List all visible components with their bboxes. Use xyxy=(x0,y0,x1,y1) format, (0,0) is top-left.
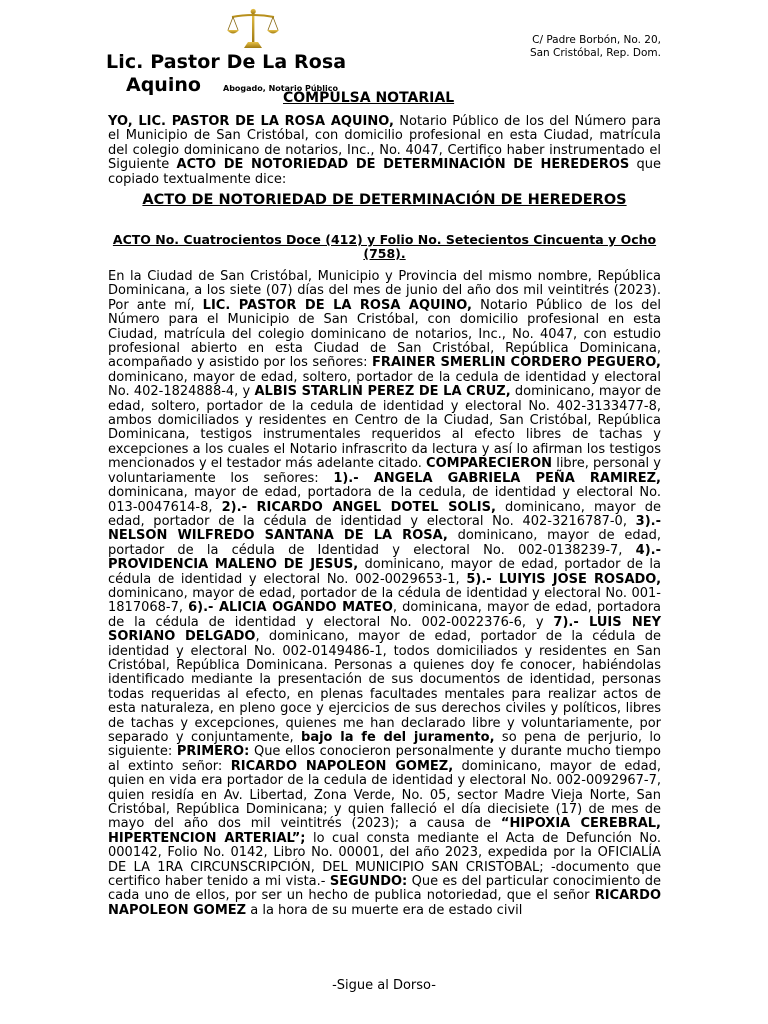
continued-footer: -Sigue al Dorso- xyxy=(332,978,436,993)
body-run-28: dominicano, mayor de edad, quien en vida era portador de la cedula de identidad y electoral No. 002-0092967-7, quien residía en Av. Libertad, Zona Verde, No. 05, sector Madre Vieja Norte, San Cristóbal, República Dominicana; y quien falleció el día diecisiete (17) de mes de mayo del año dos mil veintitrés (2023); a causa de xyxy=(108,758,661,832)
intro-run-3: que copiado textualmente dice: xyxy=(108,157,662,187)
body-run-23: bajo la fe del juramento, xyxy=(301,730,495,745)
body-run-6: dominicano, mayor de edad, soltero, portador de la cedula de identidad y electoral No. 402-3133477-8, ambos domiciliados y residentes en Centro de la Ciudad, San Cristóbal, República Dominicana, testigos instrumentales requeridos al efecto libres de tachas y excepciones a los cuales el Notario infrascrito da lectura y así lo afirman los testigos mencionados y el testador más adelante citado. xyxy=(108,384,662,472)
body-run-21: 7).- LUIS NEY SORIANO DELGADO xyxy=(108,614,662,645)
body-run-12: dominicano, mayor de edad, portador de la cédula de identidad y electoral No. 402-3216787-0, xyxy=(108,499,661,529)
body-run-29: “HIPOXIA CEREBRAL, HIPERTENCION ARTERIAL”; xyxy=(108,816,661,846)
acto-number: ACTO No. Cuatrocientos Doce (412) y Folio No. Setecientos Cincuenta y Ocho (758). xyxy=(112,232,657,261)
notary-name-line-1: Lic. Pastor De La Rosa xyxy=(106,51,347,73)
body-run-16: dominicano, mayor de edad, portador de la cédula de identidad y electoral No. 002-0029653-1, xyxy=(108,557,661,587)
body-run-20: , dominicana, mayor de edad, portadora de la cédula de identidad y electoral No. 002-0022376-6, y xyxy=(108,600,662,630)
body-run-13: 3).- NELSON WILFREDO SANTANA DE LA ROSA, xyxy=(108,513,661,544)
body-run-9: 1).- ANGELA GABRIELA PEÑA RAMIREZ, xyxy=(333,470,661,486)
body-run-0: En la Ciudad de San Cristóbal, Municipio y Provincia del mismo nombre, República Dominicana, a los siete (07) días del mes de junio del año dos mil veintitrés (2023). Por ante mí, xyxy=(108,269,661,313)
body-run-34: a la hora de su muerte era de estado civil xyxy=(246,902,523,918)
body-run-7: COMPARECIERON xyxy=(426,456,553,472)
notary-name-line-2: Aquino xyxy=(126,74,201,96)
body-run-31: SEGUNDO: xyxy=(329,874,408,890)
body-run-1: LIC. PASTOR DE LA ROSA AQUINO, xyxy=(202,297,472,313)
body-run-11: 2).- RICARDO ANGEL DOTEL SOLIS, xyxy=(221,499,496,515)
body-run-30: lo cual consta mediante el Acta de Defunción No. 000142, Folio No. 0142, Libro No. 00001, del año 2023, expedida por la OFICIALÍA DE LA 1RA CIRCUNSCRIPCIÓN, DEL MUNICIPIO SAN CRISTOBAL; -documento que certifico haber tenido a mi vista.- xyxy=(108,830,661,890)
notary-subtitle: Abogado, Notario Público xyxy=(223,84,338,93)
body-run-4: dominicano, mayor de edad, soltero, portador de la cedula de identidad y electoral No. 402-1824888-4, y xyxy=(108,369,661,400)
body-run-25: PRIMERO: xyxy=(176,744,250,760)
body-run-15: 4).- PROVIDENCIA MALENO DE JESUS, xyxy=(108,542,661,573)
body-run-24: so pena de perjurio, lo siguiente: xyxy=(108,730,662,760)
body-paragraph xyxy=(108,270,661,918)
intro-paragraph xyxy=(108,115,661,187)
body-run-5: ALBIS STARLIN PEREZ DE LA CRUZ, xyxy=(254,384,511,400)
intro-run-0: YO, LIC. PASTOR DE LA ROSA AQUINO, xyxy=(108,114,394,129)
body-run-14: dominicano, mayor de edad, portador de la cédula de Identidad y electoral No. 002-0138239-7, xyxy=(108,528,661,558)
address-line-1: C/ Padre Borbón, No. 20, xyxy=(532,34,661,46)
body-run-18: dominicano, mayor de edad, portador de la cédula de identidad y electoral No. 001-1817068-7, xyxy=(108,585,661,616)
intro-run-1: Notario Público de los del Número para el Municipio de San Cristóbal, con domicilio profesional en esta Ciudad, matrícula del colegio dominicano de notarios, Inc., No. 4047, Certifico haber instrumentado el Siguiente xyxy=(108,114,662,173)
body-run-33: RICARDO NAPOLEON GOMEZ xyxy=(108,888,661,918)
scales-of-justice-icon xyxy=(226,8,280,50)
body-run-26: Que ellos conocieron personalmente y durante mucho tiempo al extinto señor: xyxy=(108,744,661,774)
body-run-2: Notario Público de los del Número para el Municipio de San Cristóbal, con domicilio profesional en esta Ciudad, matrícula del colegio dominicano de notarios, Inc., No. 4047, con estudio profesional abierto en esta Ciudad de San Cristóbal, República Dominicana, acompañado y asistido por los señores: xyxy=(108,297,661,371)
body-run-10: dominicana, mayor de edad, portadora de la cedula, de identidad y electoral No. 013-0047614-8, xyxy=(108,485,661,515)
office-address xyxy=(530,34,661,60)
acto-title: ACTO DE NOTORIEDAD DE DETERMINACIÓN DE HEREDEROS xyxy=(142,192,627,208)
body-run-22: , dominicano, mayor de edad, portador de la cédula de identidad y electoral No. 002-0149486-1, todos domiciliados y residentes en San Cristóbal, República Dominicana. Personas a quienes doy fe conocer, habiéndolas identificado mediante la presentación de sus documentos de identidad, personas todas requeridas al efecto, en plenas facultades mentales para realizar actos de esta naturaleza, en pleno goce y ejercicios de sus derechos civiles y políticos, libres de tachas y excepciones, quienes me han declarado libre y voluntariamente, por separado y conjuntamente, xyxy=(108,629,661,745)
intro-run-2: ACTO DE NOTORIEDAD DE DETERMINACIÓN DE HEREDEROS xyxy=(176,157,630,173)
body-run-17: 5).- LUIYIS JOSE ROSADO, xyxy=(466,571,662,587)
body-run-19: 6).- ALICIA OGANDO MATEO xyxy=(188,600,393,616)
body-run-8: libre, personal y voluntariamente los señores: xyxy=(108,456,661,486)
body-run-27: RICARDO NAPOLEON GOMEZ, xyxy=(230,758,454,774)
body-run-3: FRAINER SMERLIN CORDERO PEGUERO, xyxy=(372,355,661,371)
address-line-2: San Cristóbal, Rep. Dom. xyxy=(529,47,661,59)
body-run-32: Que es del particular conocimiento de cada uno de ellos, por ser un hecho de publica notoriedad, que el señor xyxy=(108,874,661,904)
compulsa-heading: COMPULSA NOTARIAL xyxy=(283,90,455,106)
